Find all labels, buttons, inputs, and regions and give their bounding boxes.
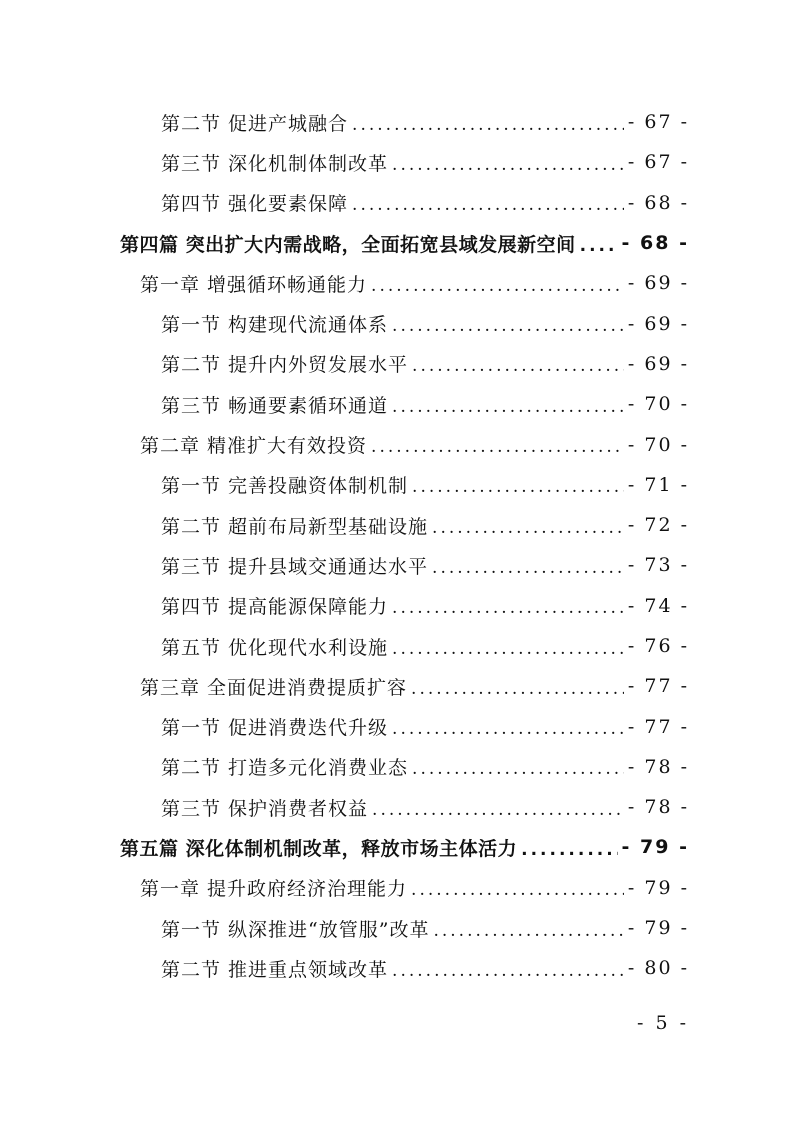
toc-entry-title: 第一节 纵深推进“放管服”改革 [161, 918, 430, 941]
toc-entry-title: 第四节 强化要素保障 [161, 193, 349, 216]
toc-entry-page: - 79 - [627, 876, 689, 899]
dot-leader [372, 802, 624, 819]
dot-leader [412, 761, 624, 778]
toc-entry-page: - 70 - [627, 433, 689, 456]
toc-entry-page: - 79 - [627, 917, 689, 940]
toc-entry-chapter[interactable] [0, 263, 793, 303]
toc-entry-page: - 80 - [627, 957, 689, 980]
toc-entry-title: 第二节 提升内外贸发展水平 [161, 354, 409, 377]
toc-entry-title: 第一节 构建现代流通体系 [161, 314, 389, 337]
dot-leader [580, 238, 618, 255]
toc-entry-section[interactable] [0, 787, 793, 827]
toc-entry-title: 第三节 畅通要素循环通道 [161, 394, 389, 417]
toc-entry-section[interactable] [0, 747, 793, 787]
table-of-contents [0, 102, 793, 989]
toc-entry-section[interactable] [0, 102, 793, 142]
dot-leader [412, 479, 624, 496]
toc-entry-page: - 77 - [627, 715, 689, 738]
toc-entry-chapter[interactable] [0, 424, 793, 464]
dot-leader [392, 963, 624, 980]
dot-leader [352, 197, 624, 214]
dot-leader [371, 278, 624, 295]
toc-entry-page: - 72 - [627, 514, 689, 537]
toc-entry-page: - 73 - [627, 554, 689, 577]
toc-entry-title: 第三章 全面促进消费提质扩容 [140, 676, 408, 699]
toc-entry-section[interactable] [0, 465, 793, 505]
dot-leader [392, 157, 624, 174]
toc-entry-page: - 70 - [627, 393, 689, 416]
dot-leader [432, 560, 624, 577]
toc-entry-page: - 77 - [627, 675, 689, 698]
toc-entry-section[interactable] [0, 626, 793, 666]
dot-leader [392, 318, 624, 335]
dot-leader [433, 923, 623, 940]
toc-entry-page: - 68 - [627, 191, 689, 214]
toc-entry-page: - 79 - [621, 836, 689, 859]
dot-leader [432, 520, 624, 537]
toc-entry-page: - 69 - [627, 312, 689, 335]
toc-entry-title: 第四节 提高能源保障能力 [161, 596, 389, 619]
toc-entry-title: 第一章 增强循环畅通能力 [140, 273, 368, 296]
toc-entry-title: 第二节 推进重点领域改革 [161, 958, 389, 981]
dot-leader [392, 641, 624, 658]
dot-leader [392, 721, 624, 738]
toc-entry-title: 第三节 深化机制体制改革 [161, 152, 389, 175]
dot-leader [392, 600, 624, 617]
toc-entry-page: - 74 - [627, 594, 689, 617]
toc-entry-chapter[interactable] [0, 868, 793, 908]
toc-entry-section[interactable] [0, 384, 793, 424]
toc-entry-title: 第四篇 突出扩大内需战略，全面拓宽县域发展新空间 [120, 233, 576, 256]
toc-entry-page: - 68 - [621, 232, 689, 255]
toc-entry-section[interactable] [0, 586, 793, 626]
dot-leader [521, 842, 617, 859]
toc-entry-section[interactable] [0, 344, 793, 384]
toc-entry-page: - 69 - [627, 272, 689, 295]
toc-entry-section[interactable] [0, 545, 793, 585]
toc-entry-section[interactable] [0, 303, 793, 343]
toc-entry-title: 第三节 保护消费者权益 [161, 797, 369, 820]
toc-entry-title: 第二节 打造多元化消费业态 [161, 757, 409, 780]
toc-entry-page: - 67 - [627, 151, 689, 174]
toc-entry-page: - 71 - [627, 473, 689, 496]
toc-entry-title: 第五节 优化现代水利设施 [161, 636, 389, 659]
toc-entry-section[interactable] [0, 948, 793, 988]
toc-entry-section[interactable] [0, 183, 793, 223]
dot-leader [411, 882, 624, 899]
toc-entry-title: 第二节 促进产城融合 [161, 112, 349, 135]
toc-entry-page: - 69 - [627, 352, 689, 375]
toc-entry-part[interactable] [0, 223, 793, 263]
toc-entry-page: - 78 - [627, 755, 689, 778]
dot-leader [371, 439, 624, 456]
toc-entry-chapter[interactable] [0, 666, 793, 706]
toc-entry-part[interactable] [0, 827, 793, 867]
toc-entry-title: 第一节 完善投融资体制机制 [161, 475, 409, 498]
toc-entry-page: - 78 - [627, 796, 689, 819]
toc-entry-title: 第二节 超前布局新型基础设施 [161, 515, 429, 538]
page-number: - 5 - [636, 1012, 689, 1034]
dot-leader [352, 117, 624, 134]
dot-leader [412, 358, 624, 375]
toc-entry-title: 第三节 提升县域交通通达水平 [161, 555, 429, 578]
toc-entry-section[interactable] [0, 142, 793, 182]
toc-entry-title: 第一节 促进消费迭代升级 [161, 717, 389, 740]
toc-entry-title: 第二章 精准扩大有效投资 [140, 435, 368, 458]
toc-entry-section[interactable] [0, 706, 793, 746]
toc-entry-section[interactable] [0, 908, 793, 948]
dot-leader [411, 681, 624, 698]
toc-entry-title: 第五篇 深化体制机制改革，释放市场主体活力 [120, 837, 518, 860]
toc-entry-title: 第一章 提升政府经济治理能力 [140, 878, 408, 901]
toc-entry-section[interactable] [0, 505, 793, 545]
toc-entry-page: - 67 - [627, 111, 689, 134]
dot-leader [392, 399, 624, 416]
toc-entry-page: - 76 - [627, 635, 689, 657]
